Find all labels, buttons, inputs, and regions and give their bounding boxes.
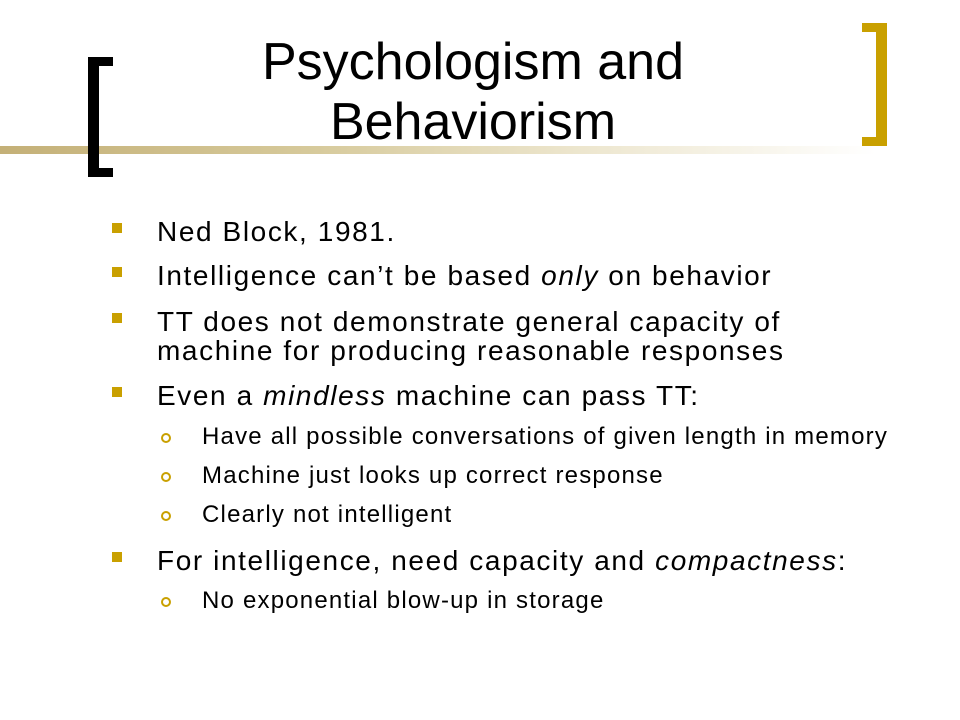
square-bullet-icon: [112, 552, 122, 562]
right-bracket-top-arm: [862, 23, 887, 32]
ring-bullet-icon: [161, 433, 171, 443]
ring-bullet-icon: [161, 472, 171, 482]
sub-bullet-text: Have all possible conversations of given length in memory: [202, 423, 889, 450]
bullet-text-part: Ned Block, 1981.: [157, 216, 396, 247]
bullet-text: [157, 307, 837, 365]
bullet-text-part: TT does not demonstrate general capacity of machine for producing reasonable responses: [157, 306, 785, 366]
bullet-text-part: on behavior: [598, 260, 773, 291]
bullet-text-part: For intelligence, need capacity and: [157, 545, 656, 576]
sub-bullet-text: Clearly not intelligent: [202, 501, 453, 528]
bullet-text: [157, 261, 917, 290]
ring-bullet-icon: [161, 511, 171, 521]
right-bracket-bottom-arm: [862, 137, 887, 146]
left-bracket-bar: [88, 57, 99, 177]
left-bracket-bottom-arm: [88, 168, 113, 177]
square-bullet-icon: [112, 223, 122, 233]
ring-bullet-icon: [161, 597, 171, 607]
left-bracket-top-arm: [88, 57, 113, 66]
bullet-text: [157, 381, 917, 410]
bullet-text: [157, 217, 917, 246]
bullet-text-part: :: [837, 545, 848, 576]
bullet-text-part: Even a: [157, 380, 264, 411]
square-bullet-icon: [112, 313, 122, 323]
bullet-text: [157, 546, 917, 575]
slide-title: Psychologism and Behaviorism: [262, 33, 684, 151]
bullet-text-part: machine can pass TT:: [386, 380, 700, 411]
sub-bullet-text: Machine just looks up correct response: [202, 462, 664, 489]
emphasized-word: compactness: [655, 545, 838, 576]
square-bullet-icon: [112, 387, 122, 397]
sub-bullet-text: No exponential blow-up in storage: [202, 587, 605, 614]
emphasized-word: mindless: [263, 380, 387, 411]
bullet-text-part: Intelligence can’t be based: [157, 260, 542, 291]
emphasized-word: only: [541, 260, 599, 291]
right-bracket-bar: [876, 23, 887, 146]
square-bullet-icon: [112, 267, 122, 277]
